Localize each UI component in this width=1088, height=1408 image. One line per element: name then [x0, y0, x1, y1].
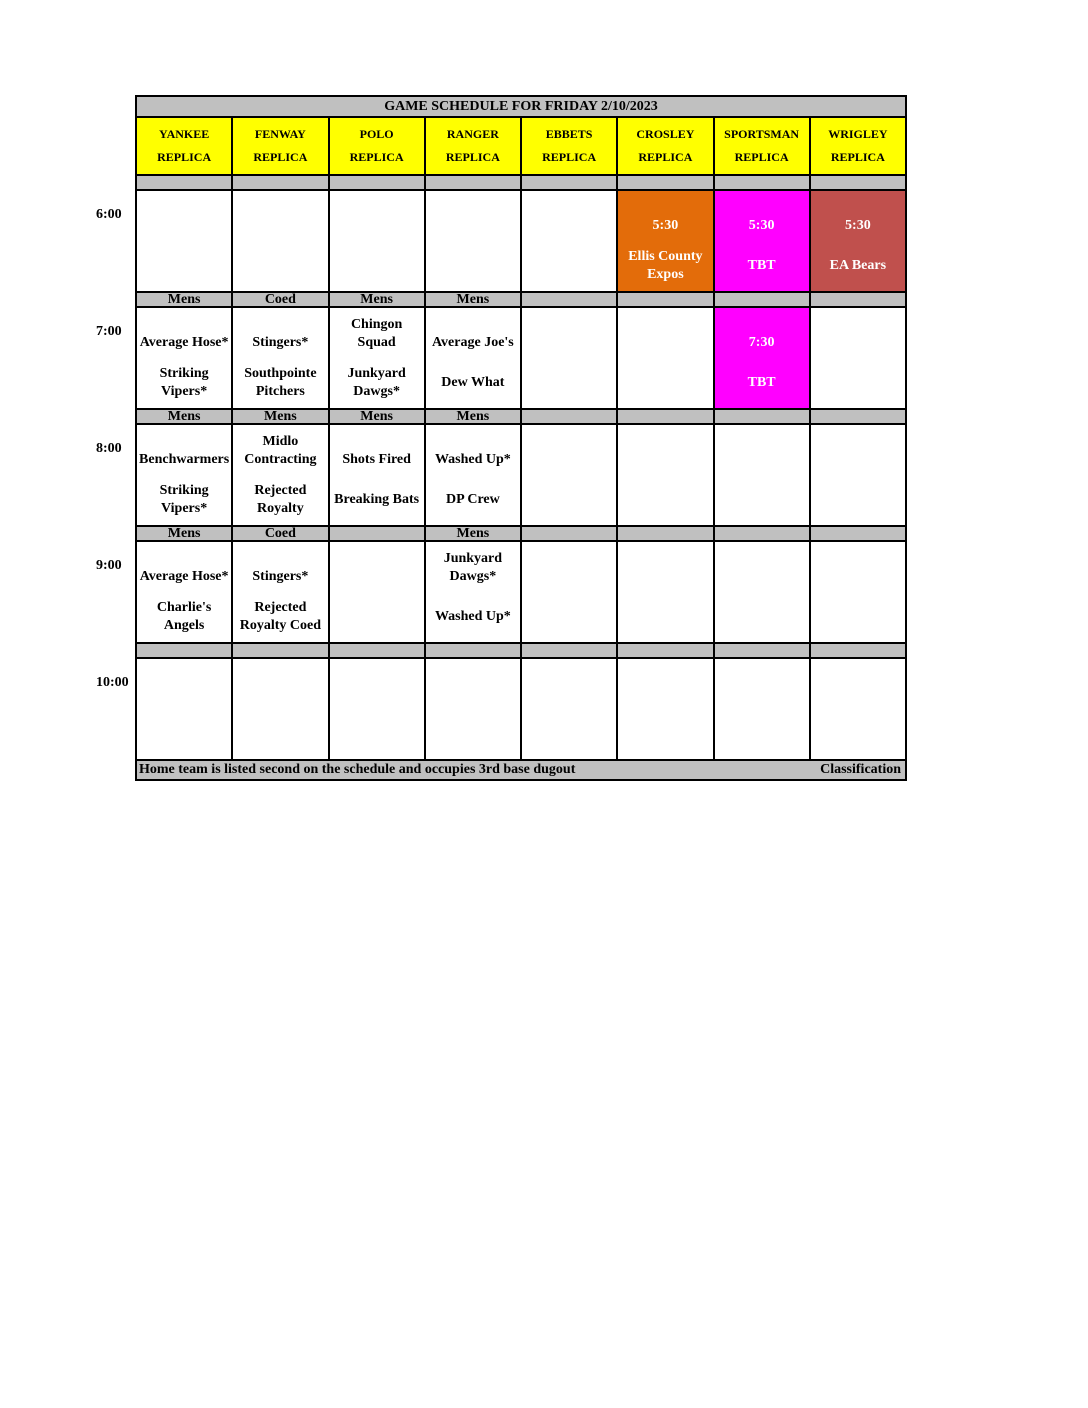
- game-row: [136, 307, 906, 409]
- away-team: [618, 659, 712, 709]
- division-label: [617, 292, 713, 307]
- field-name: EBBETS: [545, 127, 593, 141]
- game-cell: [714, 307, 810, 409]
- away-team: Stingers*: [252, 335, 309, 350]
- home-team: [137, 241, 231, 291]
- division-label: Mens: [425, 409, 521, 424]
- time-label: 10:00: [96, 675, 129, 690]
- game-cell: [136, 190, 232, 292]
- field-sub: REPLICA: [349, 150, 404, 164]
- field-sub: REPLICA: [830, 150, 885, 164]
- away-team: [618, 425, 712, 475]
- away-team: 5:30: [652, 218, 679, 233]
- division-label: Mens: [329, 409, 425, 424]
- home-team: Rejected Royalty Coed: [239, 600, 322, 633]
- game-cell: [329, 190, 425, 292]
- away-team: [522, 542, 616, 592]
- division-label: [810, 409, 906, 424]
- away-team: [330, 659, 424, 709]
- home-team: [426, 241, 520, 291]
- footer-cell: [136, 760, 906, 780]
- division-label: Coed: [232, 292, 328, 307]
- field-sub: REPLICA: [157, 150, 212, 164]
- home-team: [618, 592, 712, 642]
- away-team: [715, 542, 809, 592]
- game-row: [136, 190, 906, 292]
- away-team: Chingon Squad: [350, 317, 403, 350]
- division-label: [810, 526, 906, 541]
- division-label: [714, 292, 810, 307]
- home-team: DP Crew: [445, 492, 500, 507]
- division-label: Mens: [329, 292, 425, 307]
- game-cell: [329, 658, 425, 760]
- division-label: [521, 292, 617, 307]
- game-cell: [329, 541, 425, 643]
- home-team: [715, 709, 809, 759]
- away-team: [811, 308, 905, 358]
- game-cell: [810, 190, 906, 292]
- field-name: WRIGLEY: [828, 127, 888, 141]
- away-team: 5:30: [845, 218, 871, 233]
- field-header-row: [136, 117, 906, 175]
- division-label: Mens: [136, 409, 232, 424]
- home-team: Breaking Bats: [334, 492, 420, 507]
- away-team: 5:30: [748, 218, 775, 233]
- game-cell: [232, 424, 328, 526]
- division-label: Mens: [232, 409, 328, 424]
- game-cell: [617, 307, 713, 409]
- away-team: [618, 542, 712, 592]
- field-header-wrigley: [810, 117, 906, 175]
- game-cell: [714, 541, 810, 643]
- schedule-table: [135, 95, 907, 781]
- away-team: [618, 308, 712, 358]
- division-label: Mens: [136, 526, 232, 541]
- game-cell: [810, 424, 906, 526]
- field-name: SPORTSMAN: [724, 127, 800, 141]
- game-cell: [425, 307, 521, 409]
- home-team: [233, 709, 327, 759]
- home-team: [426, 709, 520, 759]
- division-label: [232, 175, 328, 190]
- away-team: [715, 659, 809, 709]
- field-header-ebbets: [521, 117, 617, 175]
- division-label: [425, 175, 521, 190]
- division-label: [617, 409, 713, 424]
- away-team: Average Hose*: [139, 569, 229, 584]
- away-team: Midlo Contracting: [244, 434, 317, 467]
- away-team: 7:30: [748, 335, 775, 350]
- division-label: [714, 526, 810, 541]
- game-cell: [617, 658, 713, 760]
- field-name: CROSLEY: [636, 127, 695, 141]
- division-label: [329, 643, 425, 658]
- field-name: YANKEE: [159, 127, 210, 141]
- division-row: [136, 175, 906, 190]
- field-sub: REPLICA: [253, 150, 308, 164]
- away-team: Washed Up*: [434, 452, 511, 467]
- game-cell: [425, 424, 521, 526]
- away-team: [522, 191, 616, 241]
- division-label: [136, 175, 232, 190]
- home-team: [811, 358, 905, 408]
- time-label: 9:00: [96, 558, 122, 573]
- game-cell: [521, 190, 617, 292]
- away-team: Average Joe's: [431, 335, 514, 350]
- schedule-sheet: [135, 95, 907, 781]
- home-team: [330, 592, 424, 642]
- home-team: [618, 475, 712, 525]
- game-cell: [425, 658, 521, 760]
- game-cell: [617, 190, 713, 292]
- field-header-fenway: [232, 117, 328, 175]
- division-label: Mens: [136, 292, 232, 307]
- division-row: [136, 409, 906, 424]
- division-label: Mens: [425, 292, 521, 307]
- away-team: [811, 542, 905, 592]
- division-label: Mens: [425, 526, 521, 541]
- home-team: [522, 709, 616, 759]
- game-cell: [521, 424, 617, 526]
- home-team: [811, 709, 905, 759]
- field-header-yankee: [136, 117, 232, 175]
- home-team: [522, 241, 616, 291]
- division-label: [714, 409, 810, 424]
- game-cell: [521, 307, 617, 409]
- field-sub: REPLICA: [734, 150, 789, 164]
- away-team: [330, 542, 424, 592]
- away-team: [233, 659, 327, 709]
- division-label: [617, 526, 713, 541]
- home-team: [330, 709, 424, 759]
- game-row: [136, 541, 906, 643]
- home-team: Striking Vipers*: [159, 483, 209, 516]
- away-team: [715, 425, 809, 475]
- field-name: POLO: [359, 127, 394, 141]
- home-team: Ellis County Expos: [628, 249, 703, 282]
- field-sub: REPLICA: [542, 150, 597, 164]
- division-label: [617, 175, 713, 190]
- time-label: 7:00: [96, 324, 122, 339]
- away-team: [233, 191, 327, 241]
- field-header-ranger: [425, 117, 521, 175]
- division-label: [521, 643, 617, 658]
- schedule-title: GAME SCHEDULE FOR FRIDAY 2/10/2023: [136, 96, 906, 117]
- field-sub: REPLICA: [638, 150, 693, 164]
- home-team: [522, 358, 616, 408]
- away-team: Junkyard Dawgs*: [443, 551, 503, 584]
- away-team: [522, 308, 616, 358]
- away-team: [330, 191, 424, 241]
- home-team: Charlie's Angels: [156, 600, 212, 633]
- field-header-crosley: [617, 117, 713, 175]
- game-cell: [521, 658, 617, 760]
- division-label: [810, 175, 906, 190]
- field-name: FENWAY: [254, 127, 306, 141]
- division-label: [521, 409, 617, 424]
- game-cell: [714, 424, 810, 526]
- home-team: [811, 475, 905, 525]
- home-team: TBT: [747, 258, 776, 273]
- home-team: Striking Vipers*: [159, 366, 209, 399]
- division-label: [810, 292, 906, 307]
- game-row: [136, 658, 906, 760]
- home-team: Junkyard Dawgs*: [347, 366, 406, 399]
- footer-row: [136, 760, 906, 780]
- game-cell: [136, 307, 232, 409]
- away-team: [522, 659, 616, 709]
- game-cell: [232, 541, 328, 643]
- game-cell: [521, 541, 617, 643]
- away-team: [426, 191, 520, 241]
- away-team: Stingers*: [252, 569, 309, 584]
- division-label: [810, 643, 906, 658]
- field-sub: REPLICA: [445, 150, 500, 164]
- home-team: [715, 592, 809, 642]
- division-row: [136, 292, 906, 307]
- home-team: [715, 475, 809, 525]
- time-label: 8:00: [96, 441, 122, 456]
- away-team: [811, 659, 905, 709]
- away-team: [137, 659, 231, 709]
- division-label: [521, 526, 617, 541]
- home-team: Rejected Royalty: [254, 483, 307, 516]
- division-label: [425, 643, 521, 658]
- away-team: Benchwarmers: [139, 452, 230, 467]
- division-label: [521, 175, 617, 190]
- away-team: Shots Fired: [342, 452, 411, 467]
- game-row: [136, 424, 906, 526]
- title-row: [136, 96, 906, 117]
- division-label: Coed: [232, 526, 328, 541]
- game-cell: [714, 658, 810, 760]
- field-header-polo: [329, 117, 425, 175]
- time-label: 6:00: [96, 207, 122, 222]
- game-cell: [232, 307, 328, 409]
- home-team-note: Home team is listed second on the schedule and occupies 3rd base dugout: [139, 762, 576, 777]
- game-cell: [425, 190, 521, 292]
- division-label: [617, 643, 713, 658]
- home-team: [330, 241, 424, 291]
- home-team: [811, 592, 905, 642]
- classification-label: Classification: [820, 762, 901, 777]
- division-label: [714, 175, 810, 190]
- game-cell: [617, 424, 713, 526]
- game-cell: [136, 658, 232, 760]
- game-cell: [136, 424, 232, 526]
- away-team: Average Hose*: [139, 335, 229, 350]
- division-label: [329, 175, 425, 190]
- home-team: TBT: [747, 375, 776, 390]
- game-cell: [329, 424, 425, 526]
- home-team: Washed Up*: [434, 609, 511, 624]
- home-team: Southpointe Pitchers: [244, 366, 317, 399]
- home-team: [522, 475, 616, 525]
- game-cell: [232, 658, 328, 760]
- home-team: Dew What: [441, 375, 505, 390]
- game-cell: [714, 190, 810, 292]
- away-team: [426, 659, 520, 709]
- home-team: EA Bears: [829, 258, 887, 273]
- game-cell: [617, 541, 713, 643]
- division-row: [136, 643, 906, 658]
- division-label: [232, 643, 328, 658]
- home-team: [522, 592, 616, 642]
- field-header-sportsman: [714, 117, 810, 175]
- away-team: [811, 425, 905, 475]
- division-label: [714, 643, 810, 658]
- division-label: [136, 643, 232, 658]
- game-cell: [425, 541, 521, 643]
- game-cell: [329, 307, 425, 409]
- home-team: [618, 709, 712, 759]
- home-team: [233, 241, 327, 291]
- game-cell: [810, 541, 906, 643]
- field-name: RANGER: [446, 127, 499, 141]
- game-cell: [810, 658, 906, 760]
- game-cell: [810, 307, 906, 409]
- game-cell: [232, 190, 328, 292]
- home-team: [137, 709, 231, 759]
- division-label: [329, 526, 425, 541]
- home-team: [618, 358, 712, 408]
- division-row: [136, 526, 906, 541]
- game-cell: [136, 541, 232, 643]
- away-team: [137, 191, 231, 241]
- away-team: [522, 425, 616, 475]
